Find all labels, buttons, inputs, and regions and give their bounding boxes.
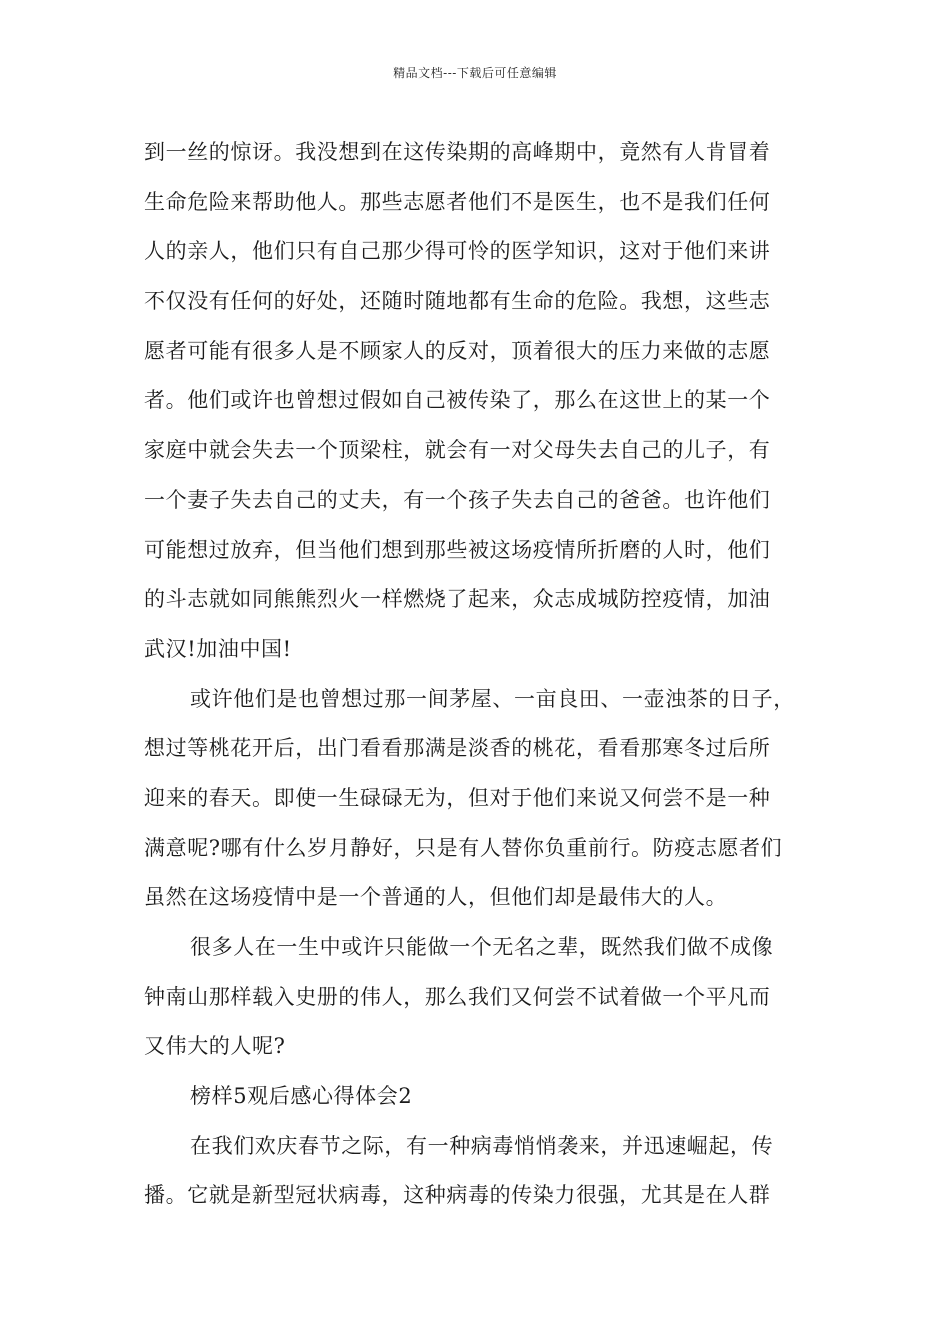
text-line: 到一丝的惊讶。我没想到在这传染期的高峰期中，竟然有人肯冒着 (144, 140, 771, 164)
paragraph-start-line: 在我们欢庆春节之际，有一种病毒悄悄袭来，并迅速崛起，传 (190, 1133, 774, 1158)
text-line: 愿者可能有很多人是不顾家人的反对，顶着很大的压力来做的志愿 (144, 338, 771, 363)
text-line: 满意呢?哪有什么岁月静好，只是有人替你负重前行。防疫志愿者们 (144, 835, 783, 860)
paragraph-start-line: 或许他们是也曾想过那一间茅屋、一亩良田、一壶浊茶的日子， (190, 686, 795, 711)
text-line: 生命危险来帮助他人。那些志愿者他们不是医生，也不是我们任何 (144, 189, 771, 214)
text-line: 钟南山那样载入史册的伟人，那么我们又何尝不试着做一个平凡而 (144, 984, 771, 1009)
text-line: 的斗志就如同熊熊烈火一样燃烧了起来，众志成城防控疫情，加油 (144, 587, 771, 612)
text-line: 播。它就是新型冠状病毒，这种病毒的传染力很强，尤其是在人群 (144, 1183, 771, 1208)
page-header: 精品文档---下载后可任意编辑 (393, 66, 557, 80)
text-line: 者。他们或许也曾想过假如自己被传染了，那么在这世上的某一个 (144, 388, 771, 413)
text-line: 虽然在这场疫情中是一个普通的人，但他们却是最伟大的人。 (144, 885, 728, 910)
text-line: 想过等桃花开后，出门看看那满是淡香的桃花，看看那寒冬过后所 (144, 736, 771, 761)
paragraph-start-line: 很多人在一生中或许只能做一个无名之辈，既然我们做不成像 (190, 935, 774, 959)
text-line: 家庭中就会失去一个顶梁柱，就会有一对父母失去自己的儿子，有 (144, 438, 771, 463)
document-body (144, 128, 834, 1221)
text-line: 不仅没有任何的好处，还随时随地都有生命的危险。我想，这些志 (144, 289, 771, 314)
text-line: 一个妻子失去自己的丈夫，有一个孩子失去自己的爸爸。也许他们 (144, 487, 771, 512)
text-line: 可能想过放弃，但当他们想到那些被这场疫情所折磨的人时，他们 (144, 537, 771, 562)
section-heading: 榜样5观后感心得体会2 (190, 1084, 413, 1109)
text-line: 又伟大的人呢? (144, 1034, 286, 1059)
text-line: 人的亲人，他们只有自己那少得可怜的医学知识，这对于他们来讲 (144, 239, 771, 264)
text-line: 武汉!加油中国! (144, 636, 292, 661)
text-line: 迎来的春天。即使一生碌碌无为，但对于他们来说又何尝不是一种 (144, 785, 771, 810)
